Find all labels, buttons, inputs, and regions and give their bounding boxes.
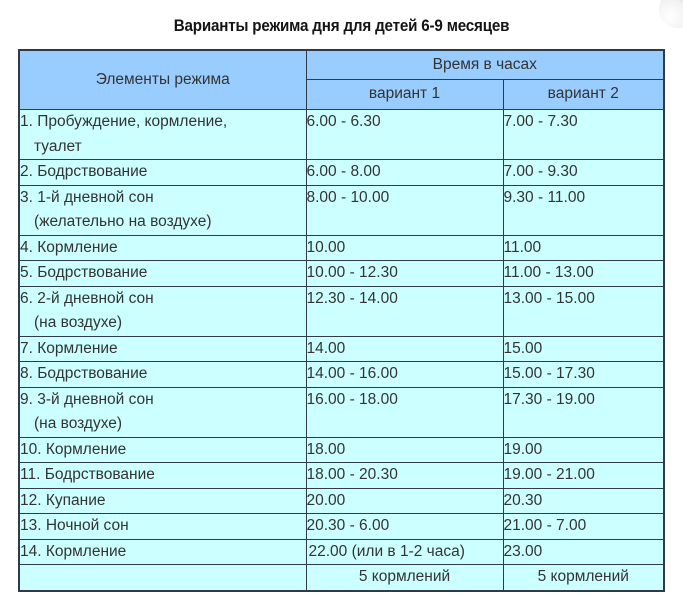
page-curl-decoration <box>659 0 683 28</box>
element-cell <box>19 387 306 437</box>
table-row <box>19 539 664 565</box>
element-label: 10. Кормление <box>20 440 127 458</box>
variant1-cell: 10.00 - 12.30 <box>306 261 503 287</box>
element-label-cont: туалет <box>34 137 82 155</box>
element-label: 4. Кормление <box>20 238 118 256</box>
table-row <box>19 261 664 287</box>
variant1-cell: 22.00 (или в 1-2 часа) <box>306 539 503 565</box>
element-cell <box>19 488 306 514</box>
table-footer-row <box>19 565 664 591</box>
footer-element-cell <box>19 565 306 591</box>
footer-variant1-total: 5 кормлений <box>306 565 503 591</box>
element-label: 8. Бодрствование <box>20 365 148 382</box>
table-row <box>19 160 664 186</box>
element-label-cont: (на воздухе) <box>34 314 123 331</box>
variant1-cell: 16.00 - 18.00 <box>306 387 503 437</box>
variant2-cell: 20.30 <box>503 488 664 514</box>
element-cell <box>19 235 306 261</box>
variant2-cell: 7.00 - 7.30 <box>503 110 664 160</box>
variant1-cell: 10.00 <box>306 235 503 261</box>
element-label: 14. Кормление <box>20 542 127 560</box>
header-variant1: вариант 1 <box>306 80 503 110</box>
variant2-cell: 19.00 <box>503 437 664 463</box>
element-cell <box>19 514 306 540</box>
element-cell <box>19 463 306 489</box>
variant1-cell: 14.00 - 16.00 <box>306 362 503 388</box>
variant1-cell: 18.00 - 20.30 <box>306 463 503 489</box>
element-cell <box>19 539 306 565</box>
table-row <box>19 514 664 540</box>
variant1-cell: 18.00 <box>306 437 503 463</box>
element-label: 2. Бодрствование <box>20 163 148 180</box>
variant2-cell: 11.00 - 13.00 <box>503 261 664 287</box>
element-cell <box>19 185 306 235</box>
table-row <box>19 488 664 514</box>
variant1-cell: 6.00 - 8.00 <box>306 160 503 186</box>
table-row <box>19 110 664 160</box>
variant1-cell: 6.00 - 6.30 <box>306 110 503 160</box>
table-header <box>19 50 664 110</box>
element-label-cont: (желательно на воздухе) <box>34 213 212 230</box>
element-cell <box>19 437 306 463</box>
variant1-cell: 20.30 - 6.00 <box>306 514 503 540</box>
element-cell <box>19 336 306 362</box>
element-label: 9. 3-й дневной сон <box>20 390 154 408</box>
header-time-group: Время в часах <box>306 50 664 80</box>
variant2-cell: 15.00 <box>503 336 664 362</box>
element-label: 13. Ночной сон <box>20 517 129 534</box>
header-elements: Элементы режима <box>19 50 306 110</box>
element-cell <box>19 160 306 186</box>
element-label: 3. 1-й дневной сон <box>20 188 154 206</box>
table-row <box>19 463 664 489</box>
variant1-cell: 20.00 <box>306 488 503 514</box>
element-label: 5. Бодрствование <box>20 264 148 281</box>
variant1-cell: 14.00 <box>306 336 503 362</box>
variant2-cell: 21.00 - 7.00 <box>503 514 664 540</box>
variant1-cell: 12.30 - 14.00 <box>306 286 503 336</box>
element-label: 7. Кормление <box>20 339 118 357</box>
element-label: 6. 2-й дневной сон <box>20 289 154 307</box>
footer-variant2-total: 5 кормлений <box>503 565 664 591</box>
element-cell <box>19 261 306 287</box>
table-row <box>19 362 664 388</box>
variant2-cell: 19.00 - 21.00 <box>503 463 664 489</box>
element-cell <box>19 286 306 336</box>
element-cell <box>19 362 306 388</box>
variant2-cell: 11.00 <box>503 235 664 261</box>
page-title: Варианты режима дня для детей 6-9 месяцев <box>173 17 510 35</box>
header-variant2: вариант 2 <box>503 80 664 110</box>
element-label: 12. Купание <box>20 491 106 509</box>
element-label: 11. Бодрствование <box>20 466 155 483</box>
variant2-cell: 17.30 - 19.00 <box>503 387 664 437</box>
variant2-cell: 7.00 - 9.30 <box>503 160 664 186</box>
table-row <box>19 286 664 336</box>
variant2-cell: 15.00 - 17.30 <box>503 362 664 388</box>
element-label: 1. Пробуждение, кормление, <box>20 113 228 130</box>
table-row <box>19 235 664 261</box>
element-cell <box>19 110 306 160</box>
variant2-cell: 13.00 - 15.00 <box>503 286 664 336</box>
variant2-cell: 9.30 - 11.00 <box>503 185 664 235</box>
table-body <box>19 110 664 591</box>
variant1-cell: 8.00 - 10.00 <box>306 185 503 235</box>
table-row <box>19 387 664 437</box>
table-row <box>19 185 664 235</box>
table-row <box>19 437 664 463</box>
table-row <box>19 336 664 362</box>
element-label-cont: (на воздухе) <box>34 415 123 432</box>
schedule-table <box>18 49 665 592</box>
variant2-cell: 23.00 <box>503 539 664 565</box>
